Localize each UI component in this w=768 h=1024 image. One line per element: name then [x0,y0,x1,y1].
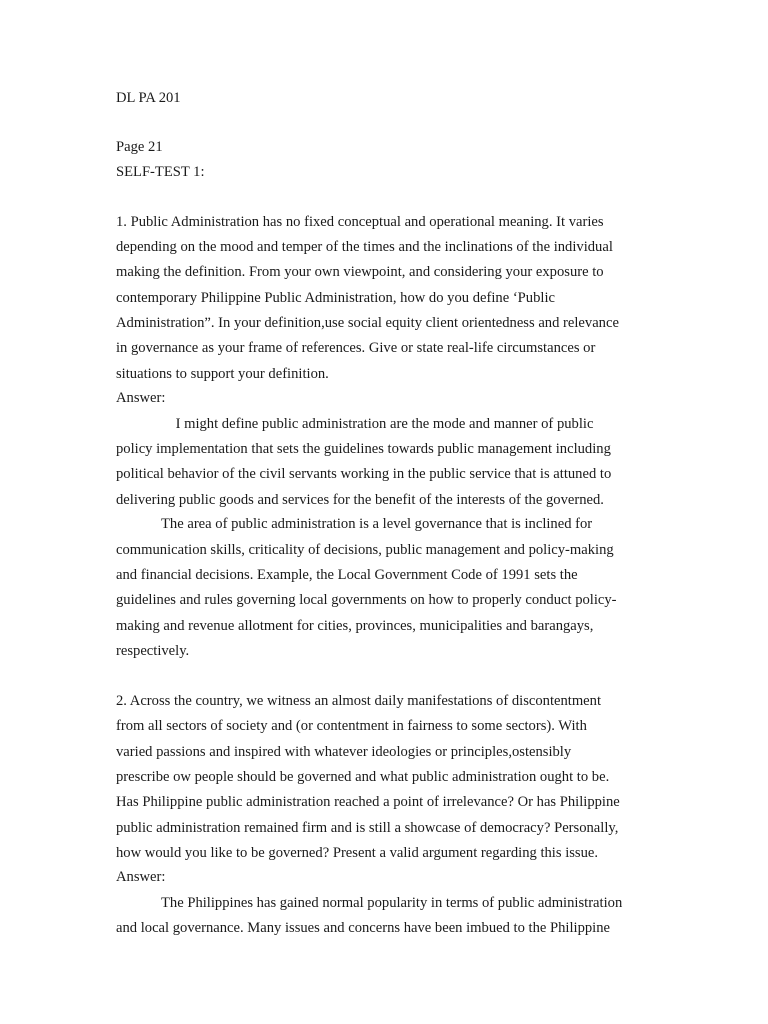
question-1-line: in governance as your frame of references. Give or state real-life circumstances or [116,340,596,356]
answer-1-label: Answer: [116,390,166,406]
answer-1-line: political behavior of the civil servants working in the public service that is attuned to [116,466,612,482]
question-2-line: how would you like to be governed? Present a valid argument regarding this issue. [116,845,599,861]
question-1-line: Administration”. In your definition,use social equity client orientedness and relevance [116,315,619,331]
answer-1-line: guidelines and rules governing local governments on how to properly conduct policy- [116,592,617,608]
answer-1-line: policy implementation that sets the guidelines towards public management including [116,441,611,457]
question-2-line: from all sectors of society and (or contentment in fairness to some sectors). With [116,718,587,734]
answer-1-line: communication skills, criticality of decisions, public management and policy-making [116,542,614,558]
answer-1-line: I might define public administration are the mode and manner of public [161,416,594,432]
answer-1-line: The area of public administration is a level governance that is inclined for [161,516,593,532]
question-2-line: 2. Across the country, we witness an almost daily manifestations of discontentment [116,693,602,709]
question-2-line: varied passions and inspired with whatever ideologies or principles,ostensibly [116,744,572,760]
question-1-line: depending on the mood and temper of the times and the inclinations of the individual [116,239,613,255]
answer-2-line: The Philippines has gained normal popularity in terms of public administration [161,895,623,911]
question-1-line: 1. Public Administration has no fixed conceptual and operational meaning. It varies [116,214,604,230]
test-title: SELF-TEST 1: [116,164,205,180]
question-1-line: situations to support your definition. [116,366,329,382]
question-1-line: making the definition. From your own viewpoint, and considering your exposure to [116,264,604,280]
question-2-line: prescribe ow people should be governed and what public administration ought to be. [116,769,610,785]
question-2-line: public administration remained firm and is still a showcase of democracy? Personally, [116,820,619,836]
question-2-line: Has Philippine public administration reached a point of irrelevance? Or has Philippine [116,794,620,810]
page-number-label: Page 21 [116,139,163,155]
course-code: DL PA 201 [116,90,181,106]
question-1-line: contemporary Philippine Public Administration, how do you define ‘Public [116,290,555,306]
answer-1-line: delivering public goods and services for the benefit of the interests of the governed. [116,492,604,508]
answer-1-line: respectively. [116,643,190,659]
answer-2-label: Answer: [116,869,166,885]
answer-2-line: and local governance. Many issues and concerns have been imbued to the Philippine [116,920,611,936]
answer-1-line: and financial decisions. Example, the Local Government Code of 1991 sets the [116,567,578,583]
answer-1-line: making and revenue allotment for cities, provinces, municipalities and barangays, [116,618,594,634]
